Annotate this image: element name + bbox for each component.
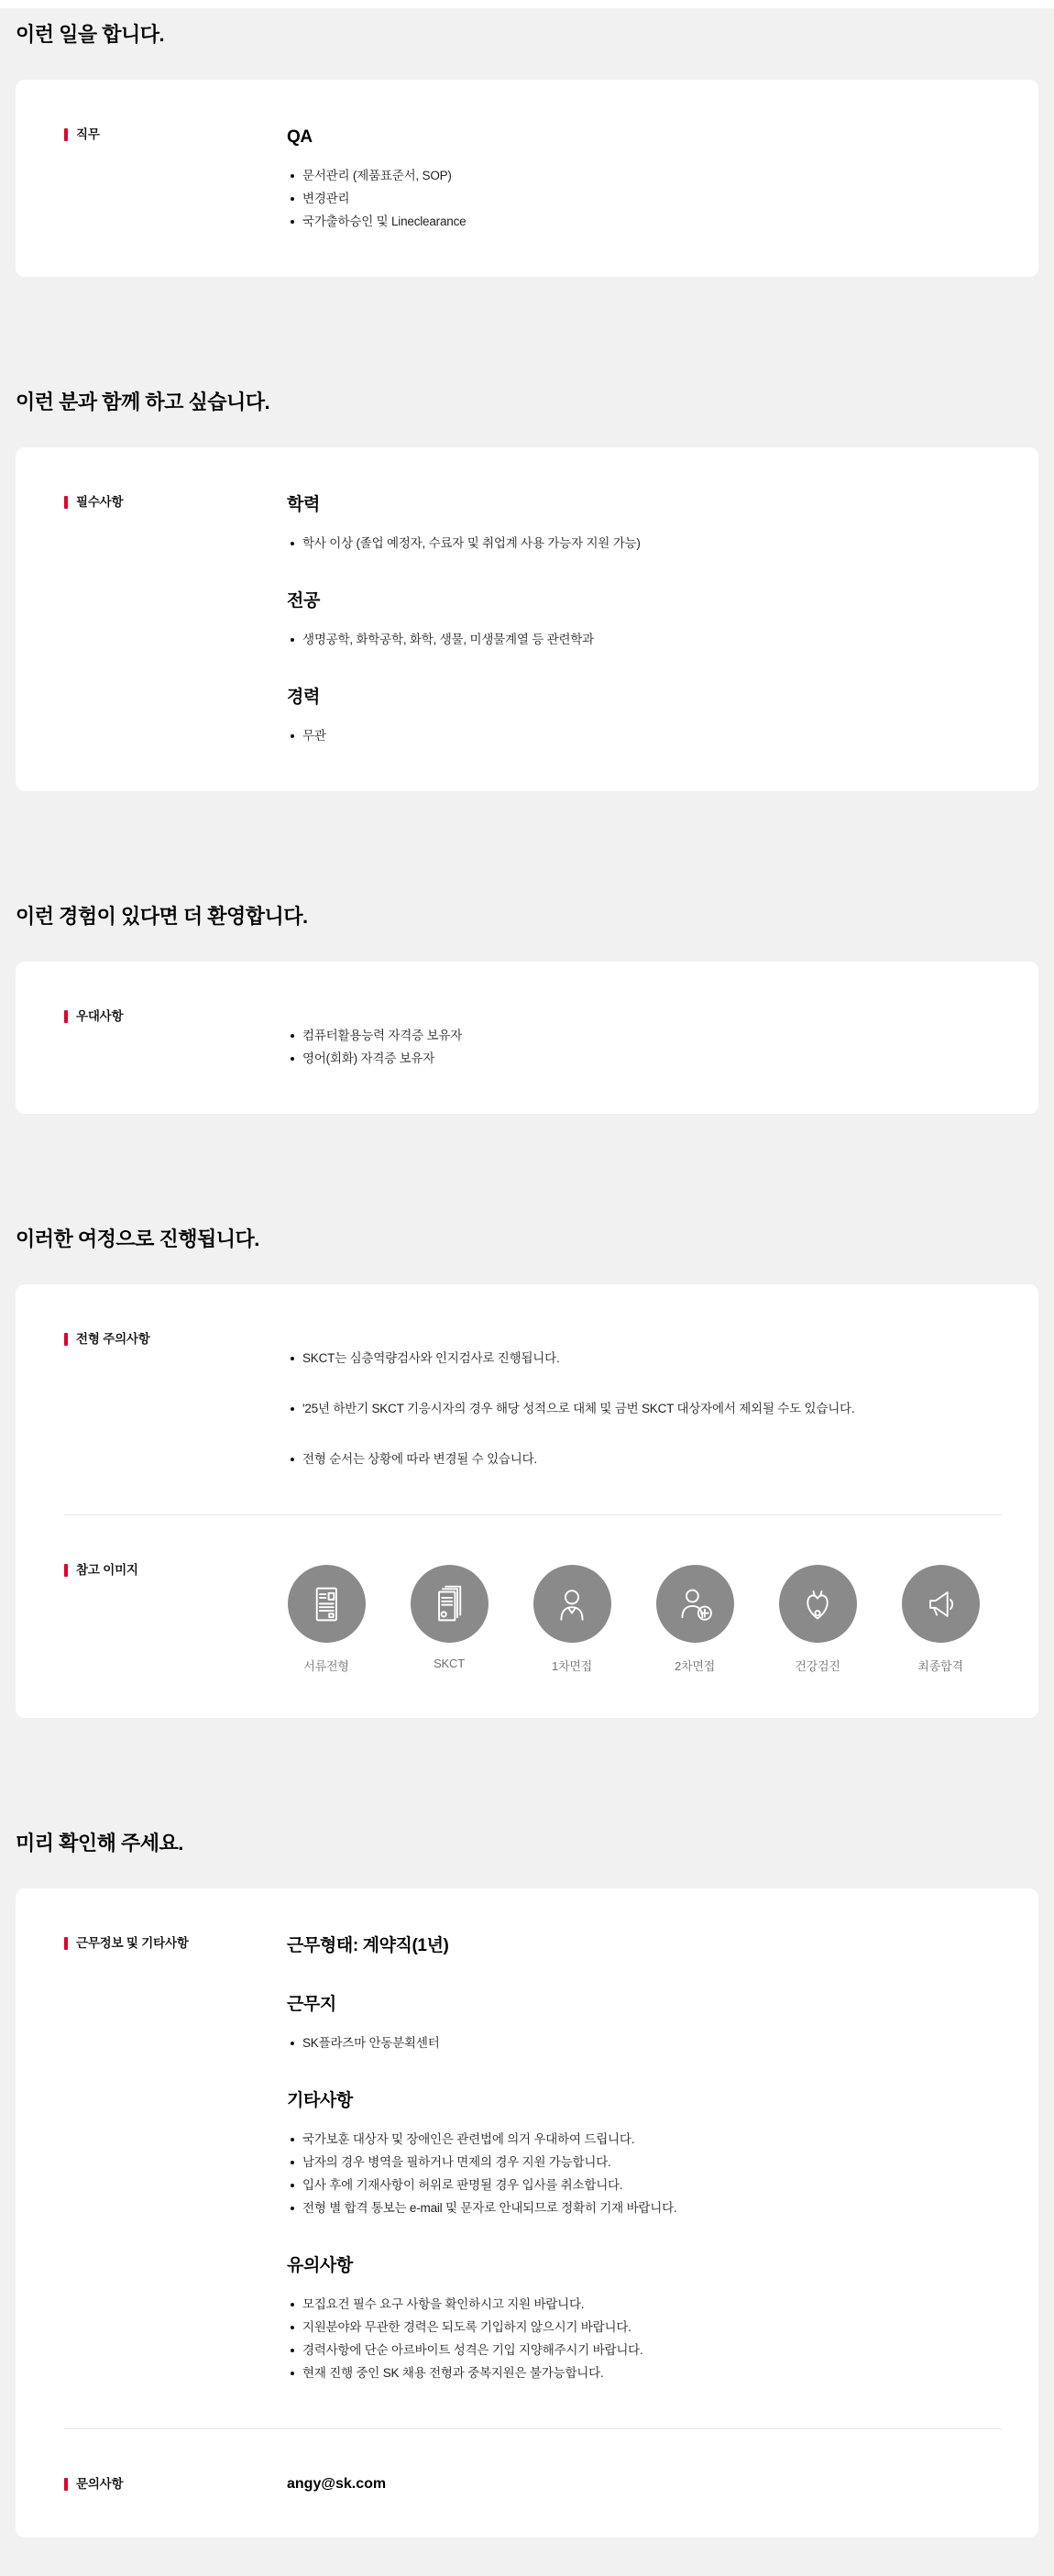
row-required xyxy=(64,493,1002,747)
card xyxy=(16,962,1038,1114)
bullet-list xyxy=(287,164,1002,233)
bullet-list xyxy=(287,1347,1002,1470)
content-block-education xyxy=(287,493,1002,555)
row-content xyxy=(287,2475,1002,2493)
content-block-major xyxy=(287,589,1002,651)
content-block xyxy=(287,126,1002,233)
step-document-screening xyxy=(287,1565,366,1674)
bullet-item: 모집요건 필수 요구 사항을 확인하시고 지원 바랍니다. xyxy=(287,2293,1002,2316)
content-heading: 근무지 xyxy=(287,1995,336,2014)
bullet-item: 지원분야와 무관한 경력은 되도록 기입하지 않으시기 바랍니다. xyxy=(287,2316,1002,2339)
bullet-item: 경력사항에 단순 아르바이트 성격은 기입 지양해주시기 바랍니다. xyxy=(287,2339,1002,2361)
content-heading: 유의사항 xyxy=(287,2256,353,2275)
row-label-text: 근무정보 및 기타사항 xyxy=(76,1936,189,1950)
card xyxy=(16,1888,1038,2537)
bullet-item: 국가출하승인 및 Lineclearance xyxy=(287,210,1002,233)
step-label: 최종합격 xyxy=(917,1659,963,1673)
row-content xyxy=(287,1330,1002,1470)
section-job xyxy=(0,21,1054,277)
section-check-in-advance xyxy=(0,1830,1054,2537)
bullet-list xyxy=(287,2128,1002,2219)
row-content xyxy=(287,1007,1002,1070)
bullet-list xyxy=(287,2031,1002,2054)
step-final-pass xyxy=(901,1565,980,1674)
content-heading: 전공 xyxy=(287,591,320,611)
step-label: 1차면접 xyxy=(551,1659,593,1673)
row-label-text: 참고 이미지 xyxy=(76,1563,138,1577)
bullet-item: 생명공학, 화학공학, 화학, 생물, 미생물계열 등 관련학과 xyxy=(287,628,1002,651)
row-content xyxy=(287,1934,1002,2384)
step-label: 2차면접 xyxy=(674,1659,716,1673)
bullet-list xyxy=(287,2293,1002,2384)
row-reference-images xyxy=(64,1561,1002,1674)
bullet-list xyxy=(287,628,1002,651)
bullet-item: 국가보훈 대상자 및 장애인은 관련법에 의거 우대하여 드립니다. xyxy=(287,2128,1002,2151)
bullet-item: 영어(회화) 자격증 보유자 xyxy=(287,1047,1002,1070)
content-block xyxy=(287,1007,1002,1070)
row-job xyxy=(64,126,1002,233)
stethoscope-heart-icon xyxy=(779,1565,857,1643)
row-content xyxy=(287,126,1002,233)
step-second-interview xyxy=(655,1565,734,1674)
section-process xyxy=(0,1226,1054,1718)
document-stack-icon xyxy=(411,1565,489,1643)
row-label xyxy=(64,1007,287,1026)
card xyxy=(16,80,1038,277)
row-label xyxy=(64,126,287,144)
resume-icon xyxy=(288,1565,366,1643)
section-preferred xyxy=(0,903,1054,1114)
content-block-employment-type xyxy=(287,1934,1002,1958)
step-label: 서류전형 xyxy=(303,1659,349,1673)
section-title: 이런 분과 함께 하고 싶습니다. xyxy=(16,391,270,413)
label-bar xyxy=(64,128,68,141)
person-plus-icon xyxy=(656,1565,734,1643)
contact-email[interactable]: angy@sk.com xyxy=(287,2476,387,2492)
content-block-career xyxy=(287,686,1002,747)
bullet-item: 현재 진행 중인 SK 채용 전형과 중복지원은 불가능합니다. xyxy=(287,2361,1002,2384)
label-bar xyxy=(64,2478,68,2491)
step-health-check xyxy=(778,1565,857,1674)
bullet-item: 남자의 경우 병역을 필하거나 면제의 경우 지원 가능합니다. xyxy=(287,2151,1002,2174)
bullet-list xyxy=(287,724,1002,747)
person-icon xyxy=(533,1565,611,1643)
content-heading: QA xyxy=(287,127,313,147)
content-block-workplace xyxy=(287,1993,1002,2054)
row-label-text: 전형 주의사항 xyxy=(76,1332,150,1346)
content-heading: 기타사항 xyxy=(287,2091,353,2110)
row-label xyxy=(64,493,287,512)
step-label: SKCT xyxy=(434,1657,465,1670)
label-bar xyxy=(64,496,68,509)
step-skct xyxy=(410,1565,489,1674)
card xyxy=(16,1284,1038,1718)
section-title: 이런 일을 합니다. xyxy=(16,23,165,46)
card xyxy=(16,447,1038,791)
content-heading: 학력 xyxy=(287,495,320,514)
bullet-item: 전형 순서는 상황에 따라 변경될 수 있습니다. xyxy=(287,1448,1002,1470)
row-preferred xyxy=(64,1007,1002,1070)
megaphone-icon xyxy=(902,1565,980,1643)
bullet-item: SK플라즈마 안동분획센터 xyxy=(287,2031,1002,2054)
content-heading: 근무형태: 계약직(1년) xyxy=(287,1936,449,1955)
section-requirements xyxy=(0,389,1054,791)
row-label-text: 필수사항 xyxy=(76,495,124,509)
row-work-info xyxy=(64,1934,1002,2384)
bullet-item: '25년 하반기 SKCT 기응시자의 경우 해당 성적으로 대체 및 금번 SKCT 대상자에서 제외될 수도 있습니다. xyxy=(287,1397,1002,1420)
bullet-item: 학사 이상 (졸업 예정자, 수료자 및 취업계 사용 가능자 지원 가능) xyxy=(287,532,1002,555)
bullet-item: 입사 후에 기재사항이 허위로 판명될 경우 입사를 취소합니다. xyxy=(287,2174,1002,2196)
process-steps xyxy=(287,1561,1002,1674)
label-bar xyxy=(64,1333,68,1346)
row-label-text: 문의사항 xyxy=(76,2477,124,2491)
row-divider xyxy=(64,1514,1002,1515)
bullet-item: 무관 xyxy=(287,724,1002,747)
bullet-list xyxy=(287,1024,1002,1070)
row-process-notes xyxy=(64,1330,1002,1470)
row-label xyxy=(64,1934,287,1953)
label-bar xyxy=(64,1564,68,1577)
row-label-text: 직무 xyxy=(76,127,100,141)
content-heading: 경력 xyxy=(287,688,320,707)
bullet-item: SKCT는 심층역량검사와 인지검사로 진행됩니다. xyxy=(287,1347,1002,1370)
label-bar xyxy=(64,1010,68,1023)
section-title: 이런 경험이 있다면 더 환영합니다. xyxy=(16,905,308,928)
row-label xyxy=(64,1330,287,1349)
row-contact xyxy=(64,2475,1002,2493)
label-bar xyxy=(64,1937,68,1950)
content-block-other xyxy=(287,2089,1002,2219)
section-title: 이러한 여정으로 진행됩니다. xyxy=(16,1227,259,1250)
bullet-list xyxy=(287,532,1002,555)
bullet-item: 컴퓨터활용능력 자격증 보유자 xyxy=(287,1024,1002,1047)
step-label: 건강검진 xyxy=(795,1659,840,1673)
bullet-item: 변경관리 xyxy=(287,187,1002,210)
bullet-item: 문서관리 (제품표준서, SOP) xyxy=(287,164,1002,187)
row-content xyxy=(287,493,1002,747)
section-title: 미리 확인해 주세요. xyxy=(16,1832,183,1855)
content-block-notes xyxy=(287,2254,1002,2384)
row-label xyxy=(64,2475,287,2493)
row-label-text: 우대사항 xyxy=(76,1009,124,1023)
top-strip xyxy=(0,0,1054,8)
row-label xyxy=(64,1561,287,1580)
content-block xyxy=(287,1330,1002,1470)
row-divider xyxy=(64,2428,1002,2429)
bullet-item: 전형 별 합격 통보는 e-mail 및 문자로 안내되므로 정확히 기재 바랍니다. xyxy=(287,2196,1002,2219)
row-content xyxy=(287,1561,1002,1674)
step-first-interview xyxy=(532,1565,611,1674)
